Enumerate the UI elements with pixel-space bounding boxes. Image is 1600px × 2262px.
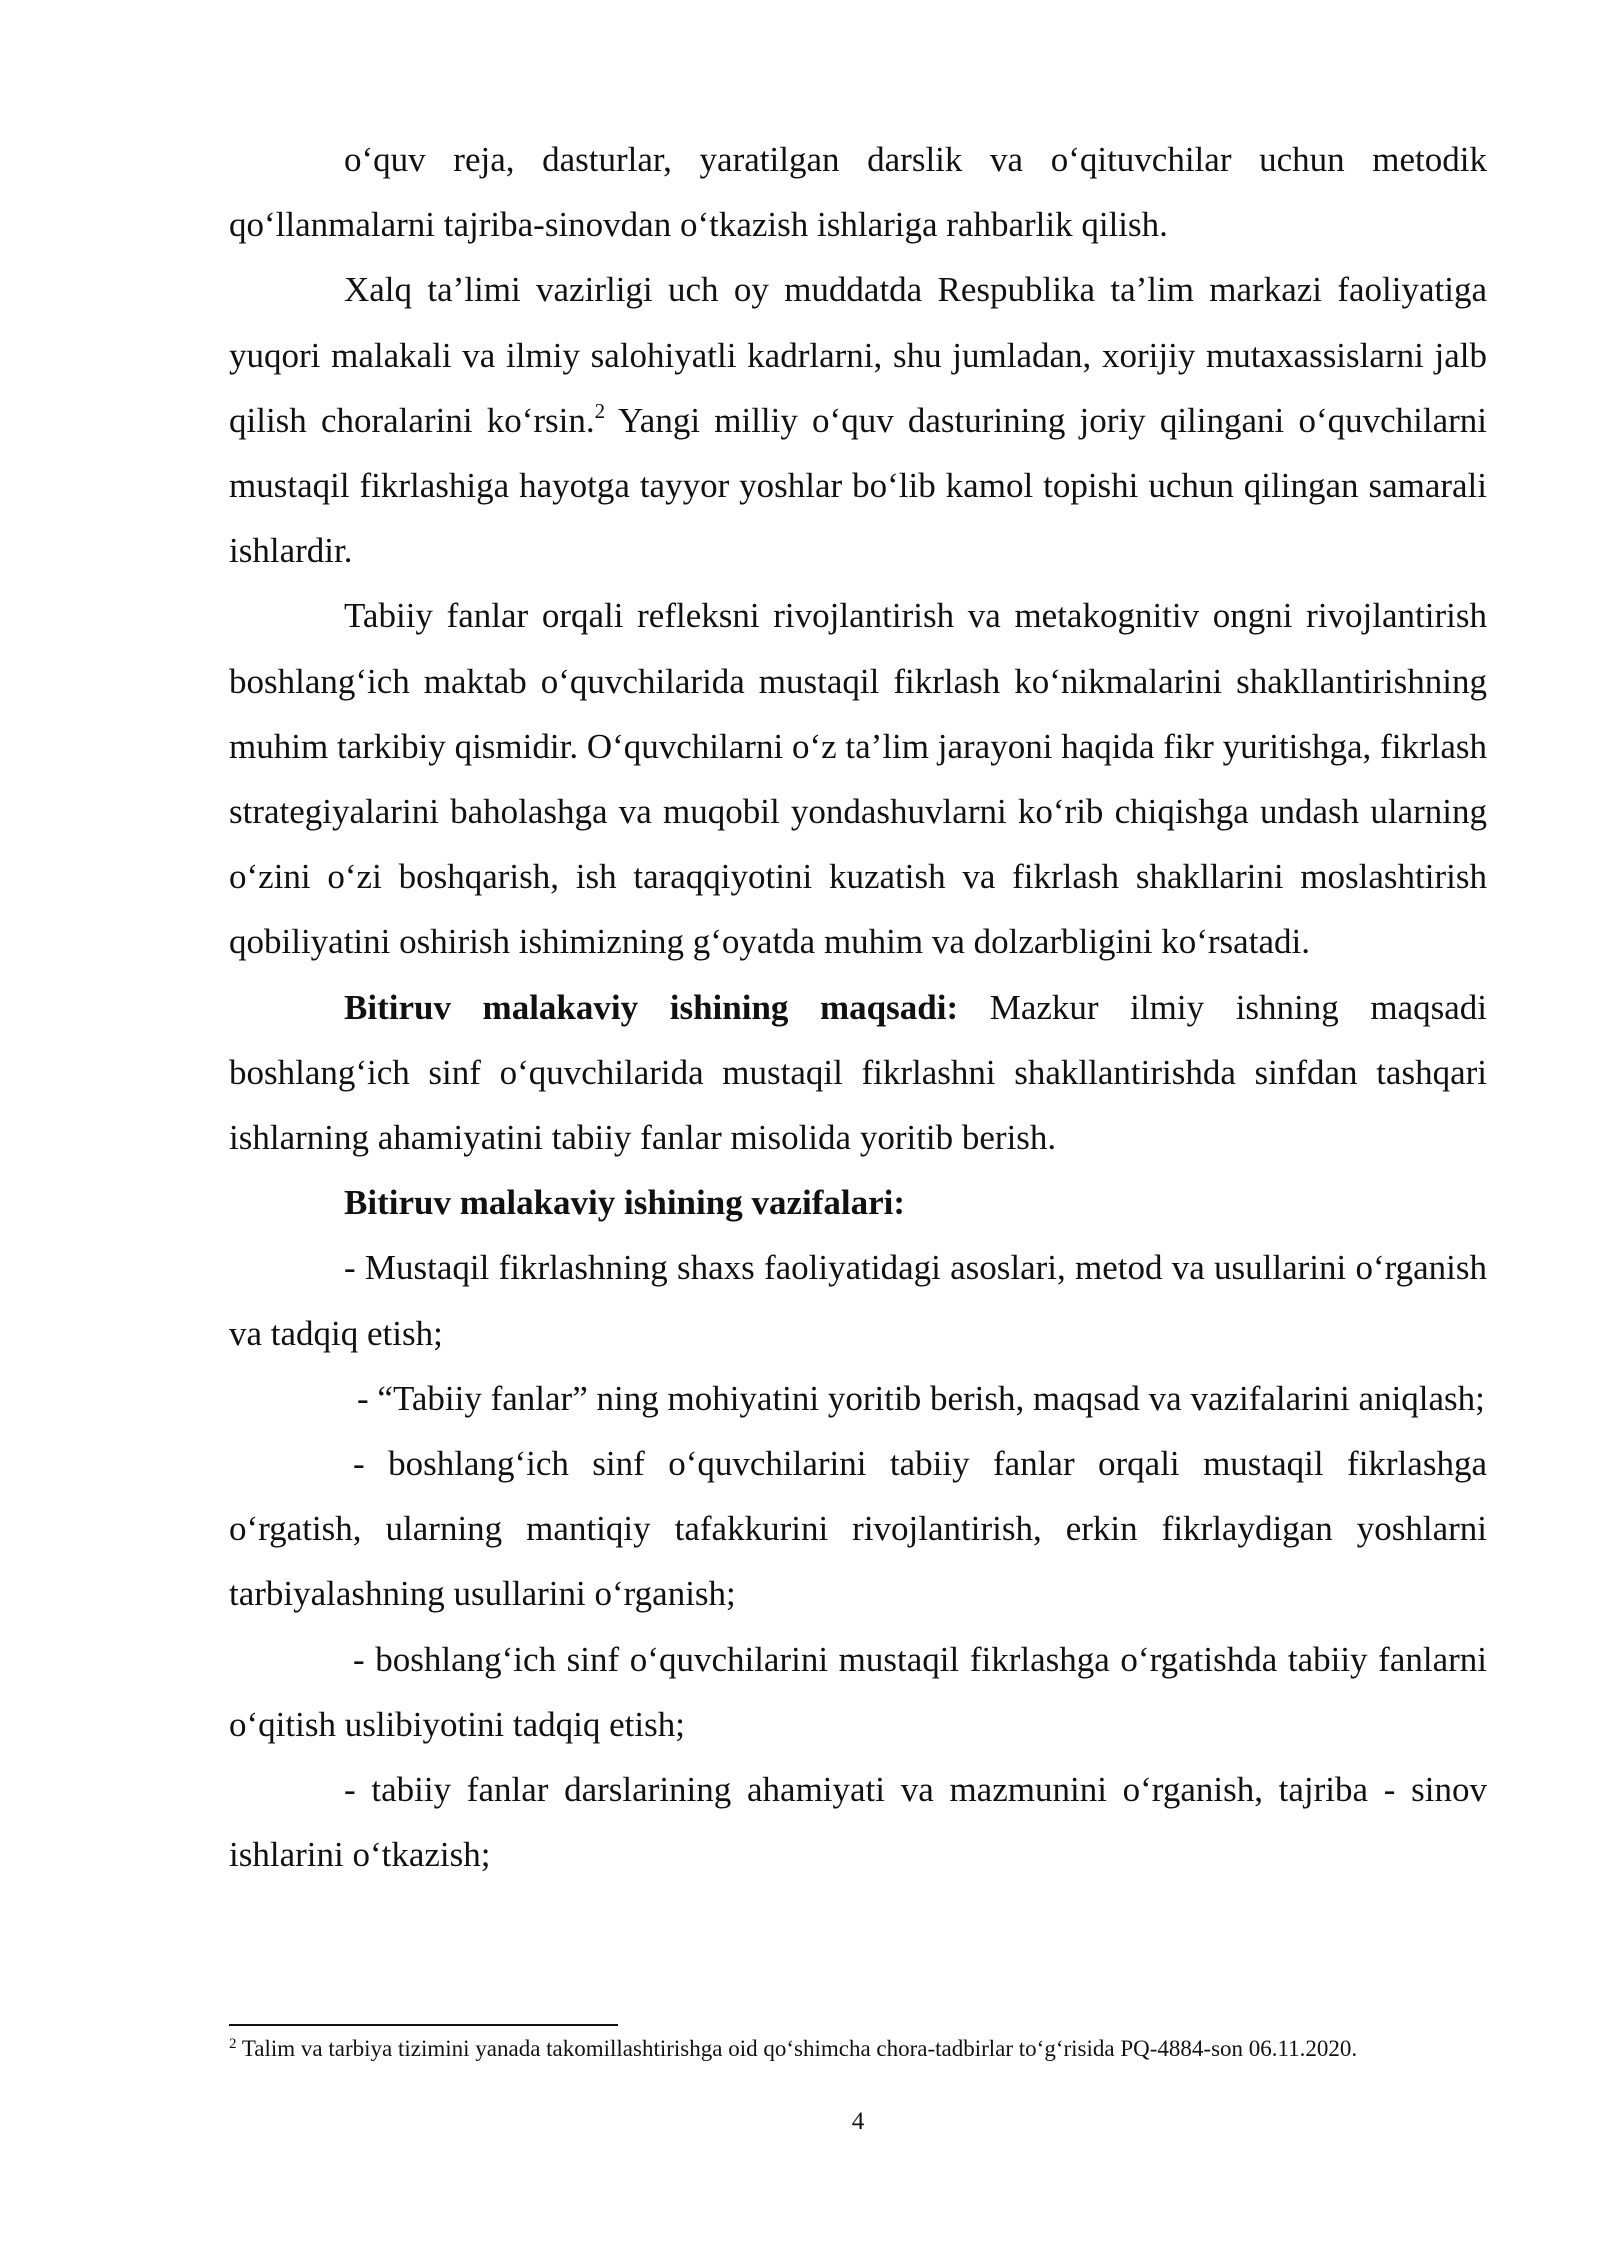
- footnote-text: Talim va tarbiya tizimini yanada takomillashtirishga oid qo‘shimcha chora-tadbirlar to‘g‘risida PQ-4884-son 06.11.2020.: [236, 2036, 1358, 2061]
- task-item-4: - boshlang‘ich sinf o‘quvchilarini mustaqil fikrlashga o‘rgatishda tabiiy fanlarni o‘qitish uslibiyotini tadqiq etish;: [229, 1639, 1487, 1744]
- tasks-heading: Bitiruv malakaviy ishining vazifalari:: [344, 1183, 906, 1223]
- paragraph-1-text: o‘quv reja, dasturlar, yaratilgan darslik va o‘qituvchilar uchun metodik qo‘llanmalarni tajriba-sinovdan o‘tkazish ishlariga rahbarlik qilish.: [229, 140, 1487, 245]
- task-item-5: - tabiiy fanlar darslarining ahamiyati va mazmunini o‘rganish, tajriba - sinov ishlarini o‘tkazish;: [229, 1770, 1487, 1875]
- footnote-reference: 2: [594, 398, 606, 423]
- footnote-marker: 2: [229, 2036, 237, 2052]
- goal-text: Mazkur ilmiy ishning maqsadi boshlang‘ich sinf o‘quvchilarida mustaqil fikrlashni shakllantirishda sinfdan tashqari ishlarning ahamiyatini tabiiy fanlar misolida yoritib berish.: [229, 987, 1488, 1158]
- tasks-heading-paragraph: [229, 1170, 1487, 1235]
- paragraph-continuation: [229, 127, 1487, 257]
- page-number: 4: [851, 2108, 865, 2135]
- paragraph-2-text-a: Xalq ta’limi vazirligi uch oy muddatda Respublika ta’lim markazi faoliyatiga yuqori malakali va ilmiy salohiyatli kadrlarni, shu jumladan, xorijiy mutaxassislarni jalb qilish choralarini ko‘rsin.: [229, 270, 1487, 440]
- paragraph-2-text-b: Yangi milliy o‘quv dasturining joriy qilingani o‘quvchilarni mustaqil fikrlashiga hayotga tayyor yoshlar bo‘lib kamol topishi uchun qilingan samarali ishlardir.: [229, 400, 1487, 571]
- footnote: [229, 2034, 1487, 2064]
- paragraph-goal: [229, 975, 1487, 1171]
- paragraph-ministry: [229, 257, 1487, 583]
- footnote-separator: [229, 2024, 618, 2026]
- task-item-3: - boshlang‘ich sinf o‘quvchilarini tabiiy fanlar orqali mustaqil fikrlashga o‘rgatish, ularning mantiqiy tafakkurini rivojlantirish, erkin fikrlaydigan yoshlarni tarbiyalashning usullarini o‘rganish;: [229, 1444, 1487, 1614]
- task-item-2: - “Tabiiy fanlar” ning mohiyatini yoritib berish, maqsad va vazifalarini aniqlash;: [357, 1378, 1485, 1418]
- body-text: [229, 127, 1487, 1887]
- paragraph-3-text: Tabiiy fanlar orqali refleksni rivojlantirish va metakognitiv ongni rivojlantirish boshlang‘ich maktab o‘quvchilarida mustaqil fikrlash ko‘nikmalarini shakllantirishning muhim tarkibiy qismidir. O‘quvchilarni o‘z ta’lim jarayoni haqida fikr yuritishga, fikrlash strategiyalarini baholashga va muqobil yondashuvlarni ko‘rib chiqishga undash ularning o‘zini o‘zi boshqarish, ish taraqqiyotini kuzatish va fikrlash shakllarini moslashtirish qobiliyatini oshirish ishimizning g‘oyatda muhim va dolzarbligini ko‘rsatadi.: [229, 596, 1487, 962]
- goal-heading: Bitiruv malakaviy ishining maqsadi:: [344, 987, 959, 1027]
- paragraph-natural-sciences: [229, 583, 1487, 974]
- task-item-1: - Mustaqil fikrlashning shaxs faoliyatidagi asoslari, metod va usullarini o‘rganish va tadqiq etish;: [229, 1248, 1487, 1353]
